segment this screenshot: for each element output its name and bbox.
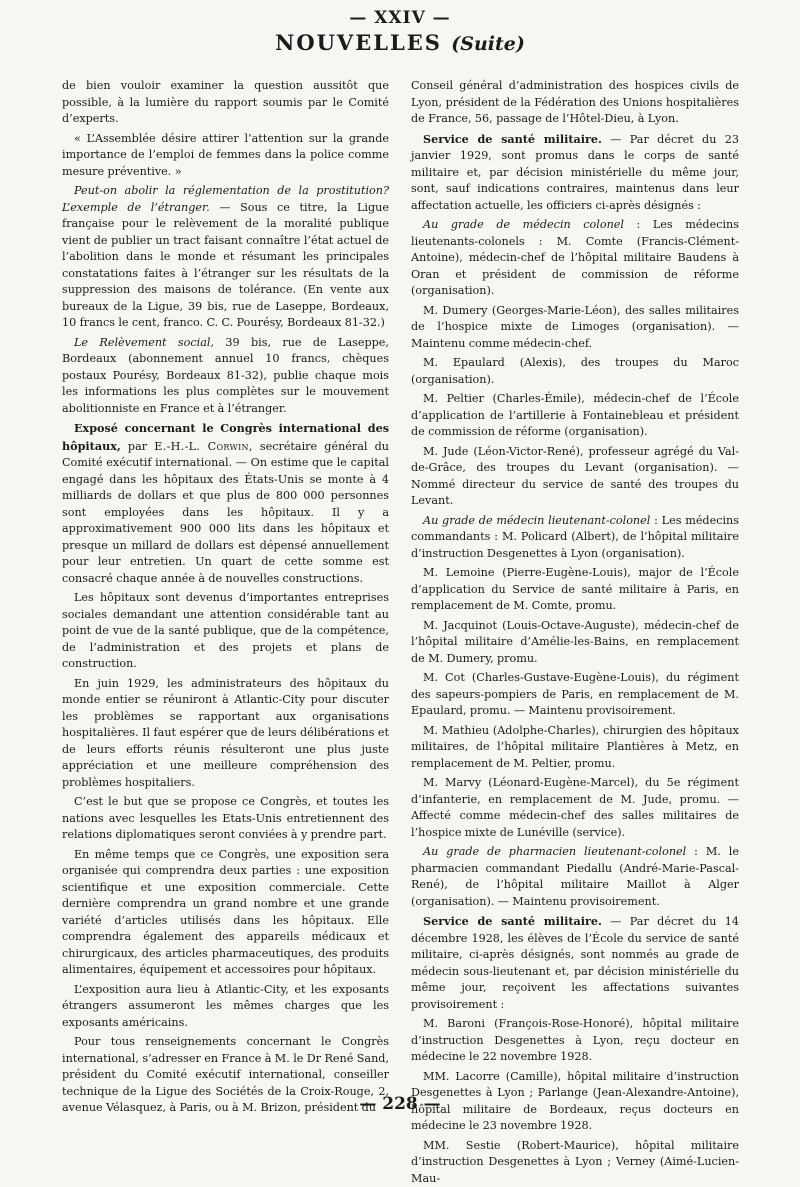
paragraph <box>62 420 389 587</box>
paragraph-body: 39 bis, rue de Laseppe, Bordeaux (abonnement annuel 10 francs, chèques postaux Pourésy, Bordeaux 81-32), publie chaque mois les informations les plus complètes sur le mouvement abolitionniste en France et à l’étranger. <box>62 336 389 415</box>
paragraph: M. Cot (Charles-Gustave-Eugène-Louis), du régiment des sapeurs-pompiers de Paris, en remplacement de M. Epaulard, promu. — Maintenu provisoirement. <box>411 670 739 720</box>
paragraph-heading: Service de santé militaire. <box>423 914 602 928</box>
paragraph-body: : Les médecins lieutenants-colonels : M. Comte (Francis-Clément-Antoine), médecin-chef de l’hôpital militaire Baudens à Oran et président de commission de réforme (organisation). <box>411 218 739 297</box>
paragraph: MM. Lacorre (Camille), hôpital militaire d’instruction Desgenettes à Lyon ; Parlange (Jean-Alexandre-Antoine), hôpital militaire de Bordeaux, reçus docteurs en médecine le 23 novembre 1928. <box>411 1069 739 1135</box>
page-number: — 228 — <box>0 1094 800 1114</box>
paragraph-body: — Par décret du 14 décembre 1928, les élèves de l’École du service de santé militaire, ci-après désignés, sont nommés au grade de médecin sous-lieutenant et, par décision ministérielle du même jour, reçoivent les affectations suivantes provisoirement : <box>411 915 739 1011</box>
paragraph-author: E.-H.-L. Corwin, <box>154 440 252 453</box>
left-column <box>62 78 389 1117</box>
paragraph <box>62 335 389 418</box>
page-roman-numeral: — XXIV — <box>0 8 800 28</box>
paragraph-body: — Sous ce titre, la Ligue française pour le relèvement de la moralité publique vient de publier un tract faisant connaître l’état actuel de l’abolition dans le monde et résumant les principales constatations faites à l’étranger sur les résultats de la suppression des maisons de tolérance. (En vente aux bureaux de la Ligue, 39 bis, rue de Laseppe, Bordeaux, 10 francs le cent, franco. C. C. Pourésy, Bordeaux 81-32.) <box>62 201 389 330</box>
paragraph: « L’Assemblée désire attirer l’attention sur la grande importance de l’emploi de femmes dans la police comme mesure préventive. » <box>62 131 389 181</box>
paragraph: L’exposition aura lieu à Atlantic-City, et les exposants étrangers assumeront les mêmes charges que les exposants américains. <box>62 982 389 1032</box>
paragraph <box>411 913 739 1013</box>
paragraph-heading: Peut-on abolir la réglementation de la prostitution? L’exemple de l’étranger. <box>62 184 389 214</box>
section-title-suite: (Suite) <box>451 33 525 55</box>
paragraph: de bien vouloir examiner la question aussitôt que possible, à la lumière du rapport soumis par le Comité d’experts. <box>62 78 389 128</box>
paragraph: M. Peltier (Charles-Émile), médecin-chef de l’École d’application de l’artillerie à Fontainebleau et président de commission de réforme (organisation). <box>411 391 739 441</box>
paragraph-body: : Les médecins commandants : M. Policard (Albert), de l’hôpital militaire d’instruction Desgenettes à Lyon (organisation). <box>411 514 739 560</box>
paragraph: M. Baroni (François-Rose-Honoré), hôpital militaire d’instruction Desgenettes à Lyon, reçu docteur en médecine le 22 novembre 1928. <box>411 1016 739 1066</box>
paragraph: M. Jacquinot (Louis-Octave-Auguste), médecin-chef de l’hôpital militaire d’Amélie-les-Bains, en remplacement de M. Dumery, promu. <box>411 618 739 668</box>
paragraph-body: — Par décret du 23 janvier 1929, sont promus dans le corps de santé militaire et, par décision ministérielle du même jour, sont, sauf indications contraires, maintenus dans leur affectation actuelle, les officiers ci-après désignés : <box>411 133 739 212</box>
paragraph: MM. Sestie (Robert-Maurice), hôpital militaire d’instruction Desgenettes à Lyon ; Verney (Aimé-Lucien-Mau- <box>411 1138 739 1187</box>
right-column <box>411 78 739 1187</box>
paragraph <box>411 131 739 215</box>
paragraph-heading: Au grade de médecin colonel <box>423 218 624 231</box>
paragraph: M. Jude (Léon-Victor-René), professeur agrégé du Val-de-Grâce, des troupes du Levant (organisation). — Nommé directeur du service de santé des troupes du Levant. <box>411 444 739 510</box>
paragraph-by: par <box>121 440 154 453</box>
paragraph-heading: Au grade de médecin lieutenant-colonel <box>423 514 650 527</box>
paragraph: M. Marvy (Léonard-Eugène-Marcel), du 5e régiment d’infanterie, en remplacement de M. Jude, promu. — Affecté comme médecin-chef des salles militaires de l’hospice mixte de Lunéville (service). <box>411 775 739 841</box>
paragraph <box>411 217 739 300</box>
section-title-text: NOUVELLES <box>275 30 442 55</box>
paragraph <box>62 183 389 332</box>
paragraph-body: : M. le pharmacien commandant Piedallu (André-Marie-Pascal-René), de l’hôpital militaire Maillot à Alger (organisation). — Maintenu provisoirement. <box>411 845 739 908</box>
paragraph: M. Mathieu (Adolphe-Charles), chirurgien des hôpitaux militaires, de l’hôpital militaire Plantières à Metz, en remplacement de M. Peltier, promu. <box>411 723 739 773</box>
paragraph-heading: Exposé concernant le Congrès international des hôpitaux, <box>62 421 389 453</box>
paragraph: M. Dumery (Georges-Marie-Léon), des salles militaires de l’hospice mixte de Limoges (organisation). — Maintenu comme médecin-chef. <box>411 303 739 353</box>
paragraph: M. Lemoine (Pierre-Eugène-Louis), major de l’École d’application du Service de santé militaire à Paris, en remplacement de M. Comte, promu. <box>411 565 739 615</box>
paragraph-heading: Service de santé militaire. <box>423 132 602 146</box>
paragraph: C’est le but que se propose ce Congrès, et toutes les nations avec lesquelles les Etats-Unis entretiennent des relations diplomatiques seront conviées à y prendre part. <box>62 794 389 844</box>
page-header <box>0 8 800 55</box>
section-title <box>0 30 800 55</box>
paragraph <box>411 844 739 910</box>
paragraph: En juin 1929, les administrateurs des hôpitaux du monde entier se réuniront à Atlantic-City pour discuter les problèmes se rapportant aux organisations hospitalières. Il faut espérer que de leurs délibérations et de leurs efforts réunis résulteront une plus juste appréciation et une meilleure compréhension des problèmes hospitaliers. <box>62 676 389 792</box>
paragraph: Les hôpitaux sont devenus d’importantes entreprises sociales demandant une attention considérable tant au point de vue de la santé publique, que de la compétence, de l’administration et des projets et plans de construction. <box>62 590 389 673</box>
paragraph: Conseil général d’administration des hospices civils de Lyon, président de la Fédération des Unions hospitalières de France, 56, passage de l’Hôtel-Dieu, à Lyon. <box>411 78 739 128</box>
paragraph: Pour tous renseignements concernant le Congrès international, s’adresser en France à M. le Dr René Sand, président du Comité exécutif international, conseiller technique de la Ligue des Sociétés de la Croix-Rouge, 2, avenue Vélasquez, à Paris, ou à M. Brizon, président du <box>62 1034 389 1117</box>
paragraph: M. Epaulard (Alexis), des troupes du Maroc (organisation). <box>411 355 739 388</box>
paragraph-heading: Au grade de pharmacien lieutenant-colonel <box>423 845 686 858</box>
paragraph <box>411 513 739 563</box>
paragraph-body: secrétaire général du Comité exécutif international. — On estime que le capital engagé dans les hôpitaux des États-Unis se monte à 4 milliards de dollars et que plus de 800 000 personnes sont employées dans les hôpitaux. Il y a approximativement 900 000 lits dans les hôpitaux et presque un millard de dollars est dépensé annuellement pour leur entretien. Un quart de cette somme est consacré chaque année à de nouvelles constructions. <box>62 440 389 585</box>
paragraph: En même temps que ce Congrès, une exposition sera organisée qui comprendra deux parties : une exposition scientifique et une exposition commerciale. Cette dernière comprendra un grand nombre et une grande variété d’articles utilisés dans les hôpitaux. Elle comprendra également des appareils médicaux et chirurgicaux, des articles pharmaceutiques, des produits alimentaires, équipement et accessoires pour hôpitaux. <box>62 847 389 979</box>
paragraph-heading: Le Relèvement social, <box>74 336 214 349</box>
